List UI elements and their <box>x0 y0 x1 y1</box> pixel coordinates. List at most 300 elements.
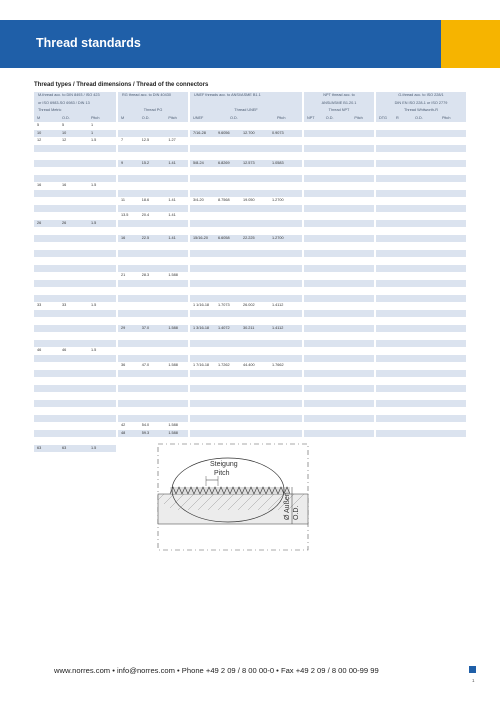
rg-cell <box>139 265 166 273</box>
npt-cell <box>323 370 352 378</box>
g-cell <box>376 130 393 138</box>
metric-cell <box>59 272 88 280</box>
unef-cell <box>240 430 269 438</box>
metric-cell <box>34 227 59 235</box>
g-cell <box>439 400 462 408</box>
rg-row <box>118 272 188 280</box>
metric-cell: 12 <box>37 138 42 142</box>
unef-row <box>190 152 302 160</box>
npt-cell <box>304 295 323 303</box>
rg-cell <box>165 227 188 235</box>
metric-row <box>34 145 116 153</box>
g-cell <box>393 422 412 430</box>
unef-caption-1: UNEF threads acc. to ANSI/ASME B1.1 <box>190 92 302 100</box>
g-cell <box>439 257 462 265</box>
g-cell <box>393 392 412 400</box>
metric-cell <box>34 190 59 198</box>
rg-caption-2 <box>118 100 188 108</box>
unef-cell <box>240 145 269 153</box>
rg-cell <box>165 280 188 288</box>
npt-cell <box>351 385 374 393</box>
rg-cell <box>165 302 188 310</box>
g-row <box>376 332 466 340</box>
npt-cell <box>323 325 352 333</box>
npt-row <box>304 415 374 423</box>
g-cell <box>393 235 412 243</box>
g-cell <box>412 295 439 303</box>
rg-row <box>118 370 188 378</box>
metric-row <box>34 257 116 265</box>
npt-cell <box>304 317 323 325</box>
g-row <box>376 250 466 258</box>
npt-cell <box>323 175 352 183</box>
unef-cell: 22.225 <box>243 235 255 240</box>
unef-cell <box>190 422 215 430</box>
metric-cell <box>59 242 88 250</box>
unef-cell <box>269 310 292 318</box>
metric-cell <box>88 175 113 183</box>
unef-cell <box>269 175 292 183</box>
rg-row <box>118 325 188 333</box>
npt-row <box>304 265 374 273</box>
g-row <box>376 160 466 168</box>
g-cell <box>412 317 439 325</box>
unef-cell: 1.0583 <box>272 160 284 165</box>
g-row <box>376 152 466 160</box>
npt-cell <box>351 145 374 153</box>
metric-cell <box>88 385 113 393</box>
g-cell <box>393 280 412 288</box>
npt-cell <box>351 415 374 423</box>
metric-cell <box>88 250 113 258</box>
metric-cell <box>88 197 113 205</box>
rg-cell <box>139 152 166 160</box>
g-cell <box>393 377 412 385</box>
g-cell <box>439 212 462 220</box>
unef-row <box>190 190 302 198</box>
g-cell <box>376 265 393 273</box>
g-cell <box>376 257 393 265</box>
metric-cell <box>59 257 88 265</box>
g-cell <box>439 355 462 363</box>
unef-cell <box>215 280 240 288</box>
diagram-label-steigung: Steigung <box>210 461 238 468</box>
rg-col-pitch: Pitch <box>168 115 177 120</box>
metric-cell <box>88 272 113 280</box>
npt-cell <box>351 347 374 355</box>
g-cell <box>412 220 439 228</box>
npt-row <box>304 212 374 220</box>
metric-cell <box>34 332 59 340</box>
metric-cell: 5 <box>37 123 40 127</box>
metric-cell <box>34 355 59 363</box>
g-cell <box>439 317 462 325</box>
unef-cell <box>240 272 269 280</box>
metric-cell <box>88 310 113 318</box>
rg-cell: 1.41 <box>168 235 176 240</box>
rg-row <box>118 197 188 205</box>
unef-col-unef: UNEF <box>193 115 204 120</box>
rg-cell <box>118 242 139 250</box>
rg-cell: 16 <box>121 235 126 240</box>
g-cell <box>412 197 439 205</box>
g-cell <box>393 355 412 363</box>
unef-cell <box>215 227 240 235</box>
npt-cell <box>351 430 374 438</box>
unef-cell <box>269 340 292 348</box>
unef-cell <box>215 220 240 228</box>
unef-cell <box>269 205 292 213</box>
g-col-od: O.D. <box>415 115 423 120</box>
g-cell <box>376 272 393 280</box>
unef-cell <box>215 317 240 325</box>
rg-row <box>118 355 188 363</box>
g-cell <box>412 437 439 445</box>
metric-cell <box>59 152 88 160</box>
unef-cell <box>269 370 292 378</box>
metric-cell <box>59 370 88 378</box>
unef-cell <box>190 400 215 408</box>
rg-cell <box>165 347 188 355</box>
rg-row <box>118 257 188 265</box>
npt-row <box>304 167 374 175</box>
rg-row <box>118 295 188 303</box>
metric-cell <box>88 362 113 370</box>
unef-row <box>190 415 302 423</box>
unef-cell <box>190 430 215 438</box>
g-cell <box>439 280 462 288</box>
npt-row <box>304 430 374 438</box>
metric-cell <box>88 265 113 273</box>
rg-caption-1: RG thread acc. to DIN 40430 <box>118 92 188 100</box>
metric-row <box>34 295 116 303</box>
npt-cell <box>351 257 374 265</box>
g-cell <box>376 302 393 310</box>
npt-cell <box>304 145 323 153</box>
rg-cell <box>118 280 139 288</box>
npt-cell <box>323 362 352 370</box>
g-cell <box>393 197 412 205</box>
npt-cell <box>323 415 352 423</box>
g-cell <box>393 332 412 340</box>
g-row <box>376 362 466 370</box>
unef-cell <box>269 400 292 408</box>
g-cell <box>393 415 412 423</box>
rg-row <box>118 205 188 213</box>
metric-row <box>34 407 116 415</box>
npt-row <box>304 220 374 228</box>
g-row <box>376 400 466 408</box>
metric-cell: 16 <box>37 183 42 187</box>
metric-cell <box>59 175 88 183</box>
metric-cell: 1.5 <box>91 303 97 307</box>
unef-cell <box>190 370 215 378</box>
rg-cell <box>165 385 188 393</box>
metric-cell <box>88 400 113 408</box>
rg-cell <box>118 265 139 273</box>
npt-cell <box>323 160 352 168</box>
unef-cell <box>240 287 269 295</box>
npt-cell <box>304 347 323 355</box>
metric-cell <box>59 250 88 258</box>
unef-cell <box>190 257 215 265</box>
npt-cell <box>351 242 374 250</box>
npt-cell <box>351 332 374 340</box>
unef-cell <box>240 122 269 130</box>
npt-row <box>304 160 374 168</box>
rg-cell: 9 <box>121 160 124 165</box>
metric-row <box>34 167 116 175</box>
unef-row <box>190 340 302 348</box>
g-cell <box>412 272 439 280</box>
unef-cell <box>269 377 292 385</box>
metric-row <box>34 347 116 355</box>
g-cell <box>376 377 393 385</box>
npt-row <box>304 347 374 355</box>
g-cell <box>376 175 393 183</box>
unef-cell <box>240 377 269 385</box>
g-row <box>376 302 466 310</box>
g-cell <box>439 385 462 393</box>
npt-row <box>304 137 374 145</box>
g-cell <box>439 407 462 415</box>
unef-cell: 19.050 <box>243 198 255 202</box>
unef-cell <box>269 220 292 228</box>
metric-cell <box>88 167 113 175</box>
rg-row <box>118 415 188 423</box>
unef-cell: 9.6056 <box>218 130 230 135</box>
unef-row <box>190 310 302 318</box>
npt-cell <box>304 182 323 190</box>
npt-cell <box>323 130 352 138</box>
unef-row <box>190 167 302 175</box>
g-col-pitch: Pitch <box>442 115 451 120</box>
unef-cell <box>269 182 292 190</box>
metric-cell <box>34 160 59 168</box>
metric-cell <box>59 385 88 393</box>
npt-row <box>304 310 374 318</box>
npt-cell <box>351 152 374 160</box>
unef-row <box>190 160 302 168</box>
npt-row <box>304 317 374 325</box>
metric-cell <box>59 362 88 370</box>
npt-rows <box>304 122 374 445</box>
rg-cell <box>139 332 166 340</box>
rg-cell: 7 <box>121 138 124 142</box>
unef-cell <box>240 400 269 408</box>
npt-cell <box>323 392 352 400</box>
g-caption-1: G-thread acc. to ISO 228/1 <box>376 92 466 100</box>
metric-cell <box>59 145 88 153</box>
metric-cell: 1.5 <box>91 445 97 450</box>
npt-cell <box>304 160 323 168</box>
unef-row <box>190 122 302 130</box>
rg-cell <box>118 227 139 235</box>
metric-cell <box>34 205 59 213</box>
g-row <box>376 212 466 220</box>
metric-row <box>34 370 116 378</box>
rg-column-headers <box>118 115 188 123</box>
npt-cell <box>323 295 352 303</box>
metric-cell: 10 <box>62 130 67 135</box>
npt-cell <box>351 250 374 258</box>
rg-cell <box>139 145 166 153</box>
g-caption-2: DIN EN ISO 228-1 or ISO 2779 <box>376 100 466 108</box>
unef-row <box>190 250 302 258</box>
metric-cell <box>88 257 113 265</box>
unef-cell <box>215 430 240 438</box>
g-cell <box>376 310 393 318</box>
metric-cell <box>34 250 59 258</box>
rg-row <box>118 340 188 348</box>
rg-row <box>118 137 188 145</box>
rg-cell <box>139 295 166 303</box>
rg-row <box>118 280 188 288</box>
npt-cell <box>323 250 352 258</box>
g-cell <box>393 265 412 273</box>
metric-cell: 10 <box>37 130 42 135</box>
unef-cell: 7/16-28 <box>193 130 206 135</box>
unef-cell <box>240 167 269 175</box>
g-row <box>376 325 466 333</box>
metric-cell <box>34 370 59 378</box>
metric-cell <box>59 437 88 445</box>
g-cell <box>439 220 462 228</box>
g-cell <box>376 362 393 370</box>
npt-row <box>304 302 374 310</box>
metric-cell <box>34 377 59 385</box>
g-cell <box>439 272 462 280</box>
npt-row <box>304 422 374 430</box>
rg-cell <box>118 400 139 408</box>
rg-cell <box>118 122 139 130</box>
rg-cell <box>165 377 188 385</box>
g-cell <box>412 250 439 258</box>
unef-cell: 26.002 <box>243 303 255 307</box>
npt-row <box>304 182 374 190</box>
npt-row <box>304 332 374 340</box>
g-cell <box>376 407 393 415</box>
unef-rows <box>190 122 302 445</box>
rg-row <box>118 430 188 438</box>
rg-cell <box>118 332 139 340</box>
rg-cell: 1.27 <box>168 138 176 142</box>
unef-cell <box>269 272 292 280</box>
unef-cell: 44.400 <box>243 363 255 367</box>
g-cell <box>412 355 439 363</box>
metric-caption-1: M-thread acc. to DIN 8493 / ISO 423 <box>34 92 116 100</box>
g-cell <box>412 167 439 175</box>
unef-cell: 1 7/16-18 <box>193 363 210 367</box>
g-cell <box>412 205 439 213</box>
g-cell <box>412 122 439 130</box>
g-cell <box>376 400 393 408</box>
g-cell <box>376 122 393 130</box>
npt-cell <box>351 437 374 445</box>
npt-cell <box>351 272 374 280</box>
rg-cell <box>139 385 166 393</box>
rg-row <box>118 160 188 168</box>
npt-cell <box>351 310 374 318</box>
unef-cell <box>215 137 240 145</box>
metric-cell <box>88 242 113 250</box>
metric-row <box>34 220 116 228</box>
g-cell <box>412 152 439 160</box>
metric-cell <box>34 235 59 243</box>
npt-row <box>304 250 374 258</box>
metric-col-pitch: Pitch <box>91 115 100 120</box>
npt-cell <box>323 182 352 190</box>
unef-column-headers <box>190 115 302 123</box>
rg-cell <box>118 190 139 198</box>
npt-cell <box>323 317 352 325</box>
npt-caption-3: Thread NPT <box>304 107 374 115</box>
metric-row <box>34 175 116 183</box>
rg-cell <box>118 287 139 295</box>
unef-cell <box>215 272 240 280</box>
diagram-label-pitch: Pitch <box>214 470 230 477</box>
unef-cell: 15/16-20 <box>193 235 208 240</box>
unef-cell <box>215 355 240 363</box>
npt-row <box>304 355 374 363</box>
unef-cell: 1.4112 <box>272 303 284 307</box>
unef-row <box>190 220 302 228</box>
unef-row <box>190 377 302 385</box>
metric-cell <box>34 400 59 408</box>
unef-cell <box>215 400 240 408</box>
g-cell <box>376 197 393 205</box>
rg-row <box>118 152 188 160</box>
rg-cell <box>139 227 166 235</box>
npt-cell <box>304 362 323 370</box>
unef-cell <box>215 407 240 415</box>
metric-row <box>34 430 116 438</box>
npt-cell <box>304 370 323 378</box>
unef-cell <box>269 242 292 250</box>
npt-cell <box>323 340 352 348</box>
unef-cell <box>269 227 292 235</box>
metric-table <box>34 92 116 452</box>
metric-cell: 26 <box>62 220 67 225</box>
metric-cell: 33 <box>62 303 67 307</box>
npt-cell <box>304 280 323 288</box>
g-cell <box>412 235 439 243</box>
g-cell <box>439 242 462 250</box>
metric-cell <box>34 265 59 273</box>
rg-cell: 47.0 <box>141 363 150 367</box>
unef-cell <box>269 332 292 340</box>
rg-cell <box>139 220 166 228</box>
g-cell <box>393 137 412 145</box>
rg-cell <box>165 220 188 228</box>
unef-cell <box>190 287 215 295</box>
metric-row <box>34 265 116 273</box>
g-cell <box>412 265 439 273</box>
g-cell <box>376 212 393 220</box>
unef-cell <box>240 340 269 348</box>
npt-cell <box>351 340 374 348</box>
unef-cell <box>240 370 269 378</box>
rg-cell <box>139 310 166 318</box>
rg-cell <box>118 257 139 265</box>
npt-column-headers <box>304 115 374 123</box>
g-cell <box>439 340 462 348</box>
rg-row <box>118 242 188 250</box>
npt-caption-2: ANSI/ASME B1.20.1 <box>304 100 374 108</box>
metric-row <box>34 377 116 385</box>
unef-cell <box>190 122 215 130</box>
metric-row <box>34 160 116 168</box>
